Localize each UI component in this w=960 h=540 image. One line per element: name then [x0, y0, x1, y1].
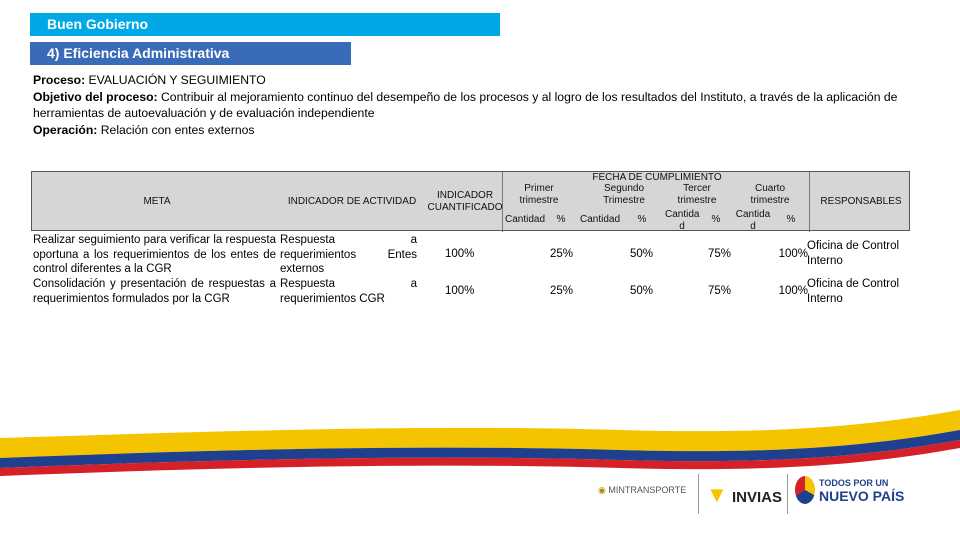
table-header: [31, 171, 910, 231]
header-q2-cantidad: Cantidad: [579, 214, 621, 225]
row-meta: Realizar seguimiento para verificar la respuesta oportuna a los requerimientos de los entes de control diferentes a la CGR: [33, 234, 276, 275]
row-q2-pct: 50%: [629, 285, 653, 297]
shield-icon: ◉: [598, 485, 606, 495]
section-title: Buen Gobierno: [47, 16, 149, 32]
process-info: [33, 72, 913, 138]
header-q4-pct: %: [786, 214, 796, 225]
table-row: [31, 233, 910, 277]
subsection-title-bar: [30, 42, 351, 65]
row-meta: Consolidación y presentación de respuestas a requerimientos formulados por la CGR: [33, 278, 276, 305]
logo-divider: [787, 474, 788, 514]
row-responsable: Oficina de Control Interno: [807, 278, 900, 305]
row-q2-pct: 50%: [629, 248, 653, 260]
flag-swoosh-graphic: [0, 400, 960, 540]
logo-line2: NUEVO PAÍS: [819, 488, 905, 504]
objective-value: Contribuir al mejoramiento continuo del desempeño de los procesos y al logro de los resultados del Instituto, a través de la aplicación de herramientas de autoevaluación y de evaluación independiente: [33, 89, 898, 120]
table-row: [31, 277, 910, 309]
invias-emblem-icon: ▼: [706, 482, 728, 507]
invias-logo-text: INVIAS: [731, 489, 782, 506]
operation-line: [33, 122, 913, 139]
process-value: EVALUACIÓN Y SEGUIMIENTO: [88, 73, 266, 87]
header-q1-pct: %: [556, 214, 566, 225]
header-responsables: RESPONSABLES: [820, 196, 902, 207]
header-q4: Cuarto trimestre: [750, 183, 790, 206]
logo-divider: [698, 474, 699, 514]
header-q4-cantidad: Cantida d: [735, 209, 771, 232]
invias-logo: [706, 482, 782, 508]
process-label: Proceso:: [33, 73, 86, 87]
header-q3-pct: %: [711, 214, 721, 225]
header-q3: Tercer trimestre: [677, 183, 717, 206]
header-q1: Primer trimestre: [519, 183, 559, 206]
colombia-emblem-icon: [795, 476, 815, 504]
header-q1-cantidad: Cantidad: [504, 214, 546, 225]
row-cuantificado: 100%: [445, 285, 475, 297]
row-q4-pct: 100%: [778, 285, 808, 297]
objective-label: Objetivo del proceso:: [33, 89, 158, 104]
row-q1-pct: 25%: [549, 248, 573, 260]
header-indicador-actividad: INDICADOR DE ACTIVIDAD: [287, 196, 417, 207]
row-q3-pct: 75%: [707, 285, 731, 297]
process-line: [33, 72, 913, 89]
operation-value: Relación con entes externos: [100, 122, 255, 137]
header-fecha-cumplimiento: FECHA DE CUMPLIMIENTO: [592, 172, 722, 183]
operation-label: Operación:: [33, 122, 98, 137]
header-indicador-cuantificado: INDICADOR CUANTIFICADO: [427, 190, 503, 213]
header-meta: META: [143, 196, 171, 207]
logo-line1: TODOS POR UN: [819, 478, 889, 488]
section-title-bar: [30, 13, 500, 36]
header-q2: Segundo Trimestre: [603, 183, 645, 206]
header-q2-pct: %: [637, 214, 647, 225]
mintransporte-logo: [598, 485, 686, 496]
row-responsable: Oficina de Control Interno: [807, 240, 900, 267]
row-indicador: Respuesta a requerimientos CGR: [280, 278, 417, 305]
row-q3-pct: 75%: [707, 248, 731, 260]
header-q3-cantidad: Cantida d: [665, 209, 700, 232]
mintransporte-logo-text: MINTRANSPORTE: [608, 485, 687, 495]
subsection-title: 4) Eficiencia Administrativa: [47, 45, 230, 61]
objective-line: [33, 89, 913, 122]
row-cuantificado: 100%: [445, 248, 475, 260]
row-indicador: Respuesta a requerimientos Entes externos: [280, 234, 417, 275]
row-q4-pct: 100%: [778, 248, 808, 260]
row-q1-pct: 25%: [549, 285, 573, 297]
